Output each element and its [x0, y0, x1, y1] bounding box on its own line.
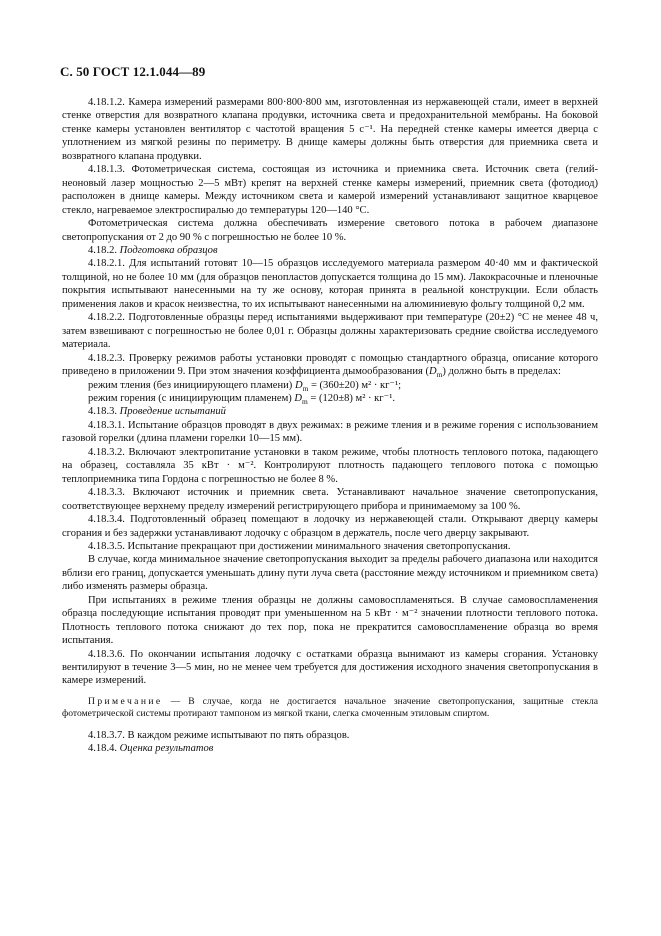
dm-symbol: D — [428, 366, 437, 378]
paragraph-4-18-2-1: 4.18.2.1. Для испытаний готовят 10—15 образцов исследуемого материала размером 40·40 мм и фактической толщиной, но не более 10 мм (для образцов пенопластов допускается толщина до 15 мм). Лакокрасочные и пленочные покрытия испытывают нанесенными на ту же основу, которая принята в реальной конструкции. Если область применения лаков и красок неизвестна, то их испытывают нанесенными на алюминиевую фольгу толщиной 0,2 мм. — [62, 258, 598, 310]
paragraph-photometric: Фотометрическая система должна обеспечивать измерение светового потока в рабочем диапазоне светопропускания от 2 до 90 % с погрешностью не более 10 %. — [62, 218, 598, 243]
paragraph-4-18-1-2: 4.18.1.2. Камера измерений размерами 800·800·800 мм, изготовленная из нержавеющей стали, имеет в верхней стенке отверстия для возвратного клапана продувки, источника света и предохранительной мембраны. На боковой стенке камеры установлен вентилятор с частотой вращения 5 с⁻¹. На передней стенке камеры имеется дверца с уплотнением из мягкой резины по периметру. В днище камеры должны быть отверстия для приемника света и возвратного клапана продувки. — [62, 97, 598, 162]
text-fragment: = (120±8) м² · кг⁻¹. — [307, 392, 395, 404]
paragraph-4-18-3-4: 4.18.3.4. Подготовленный образец помещают в лодочку из нержавеющей стали. Открывают дверцу камеры сгорания и без задержки устанавливают лодочку с образцом в держатель, после чего дверцу закрывают. — [62, 514, 598, 539]
text-fragment: режим тления (без инициирующего пламени) — [88, 379, 295, 391]
dm-subscript: m — [302, 397, 308, 407]
note — [62, 696, 598, 721]
paragraph-4-18-2-3 — [62, 352, 598, 379]
text-fragment: = (360±20) м² · кг⁻¹; — [308, 379, 402, 391]
paragraph-4-18-3-7: 4.18.3.7. В каждом режиме испытывают по пять образцов. — [88, 729, 350, 741]
paragraph-4-18-3-1: 4.18.3.1. Испытание образцов проводят в двух режимах: в режиме тления и в режиме горения с использованием газовой горелки (длина пламени горелки 10—15 мм). — [62, 419, 598, 445]
section-title: Подготовка образцов — [119, 244, 218, 256]
section-number: 4.18.4. — [88, 742, 118, 754]
dm-symbol: D — [294, 392, 303, 404]
note-text: — В случае, когда не достигается начальное значение светопропускания, защитные стекла фотометрической системы протирают тампоном из мягкой ткани, слегка смоченным этиловым спиртом. — [62, 695, 598, 720]
text-fragment: 4.18.2.3. Проверку режимов работы установки проводят с помощью стандартного образца, описание которого приведено в приложении 9. При этом значения коэффициента дымообразования ( — [62, 352, 598, 378]
section-number: 4.18.2. — [88, 244, 118, 256]
text-fragment: режим горения (с инициирующим пламенем) — [88, 392, 295, 404]
paragraph-4-18-3-5: 4.18.3.5. Испытание прекращают при достижении минимального значения светопропускания. — [88, 540, 511, 552]
dm-subscript: m — [436, 370, 443, 380]
paragraph-range: В случае, когда минимальное значение светопропускания выходит за пределы рабочего диапазона или находится вблизи его границ, допускается уменьшать длину пути луча света (расстояние между источником и приемником света) либо изменять размеры образца. — [62, 554, 598, 593]
section-heading-4-18-4 — [62, 742, 598, 755]
section-number: 4.18.3. — [88, 406, 118, 418]
flaming-mode-line — [62, 392, 598, 405]
text-fragment: ) должно быть в пределах: — [442, 366, 561, 378]
paragraph-4-18-1-3: 4.18.1.3. Фотометрическая система, состоящая из источника и приемника света. Источник света (гелий-неоновый лазер мощностью 2—5 мВт) крепят на верхней стенке камеры измерений, приемник света (фотодиод) расположен в днище камеры. Между источником света и камерой измерений устанавливают защитное кварцевое стекло, нагреваемое электроспиралью до температуры 120—140 °С. — [62, 164, 598, 216]
paragraph-4-18-3-6: 4.18.3.6. По окончании испытания лодочку с остатками образца вынимают из камеры сгорания. Установку вентилируют в течение 3—5 мин, но не менее чем требуется для достижения исходного значения светопропускания в камере измерений. — [62, 648, 598, 687]
smoldering-mode-line — [62, 379, 598, 392]
dm-subscript: m — [302, 383, 309, 393]
section-heading-4-18-2 — [62, 244, 598, 257]
paragraph-4-18-3-2: 4.18.3.2. Включают электропитание установки в таком режиме, чтобы плотность теплового потока, падающего на образец, составляла 35 кВт · м⁻². Контролируют плотность падающего теплового потока с помощью теплоприемника типа Гордона с погрешностью не более 8 %. — [62, 446, 598, 485]
paragraph-self-ignition: При испытаниях в режиме тления образцы не должны самовоспламеняться. В случае самовоспламенения образца последующие испытания проводят при уменьшенном на 5 кВт · м⁻² значении плотности теплового потока. Плотность теплового потока снижают до тех пор, пока не прекратится самовоспламенение образца во время испытания. — [62, 594, 598, 647]
note-label: Примечание — [88, 695, 163, 707]
page-header: С. 50 ГОСТ 12.1.044—89 — [60, 64, 206, 79]
document-body — [62, 96, 598, 755]
section-title: Оценка результатов — [119, 742, 214, 754]
dm-symbol: D — [294, 379, 303, 391]
section-title: Проведение испытаний — [119, 406, 226, 418]
section-heading-4-18-3 — [62, 405, 598, 418]
paragraph-4-18-3-3: 4.18.3.3. Включают источник и приемник света. Устанавливают начальное значение светопропускания, соответствующее верхнему пределу измерений регистрирующего прибора и принимаемому за 100 %. — [62, 487, 598, 512]
paragraph-4-18-2-2: 4.18.2.2. Подготовленные образцы перед испытаниями выдерживают при температуре (20±2) °С не менее 48 ч, затем взвешивают с погрешностью не более 0,01 г. Образцы должны характеризовать средние свойства исследуемого материала. — [62, 312, 598, 351]
